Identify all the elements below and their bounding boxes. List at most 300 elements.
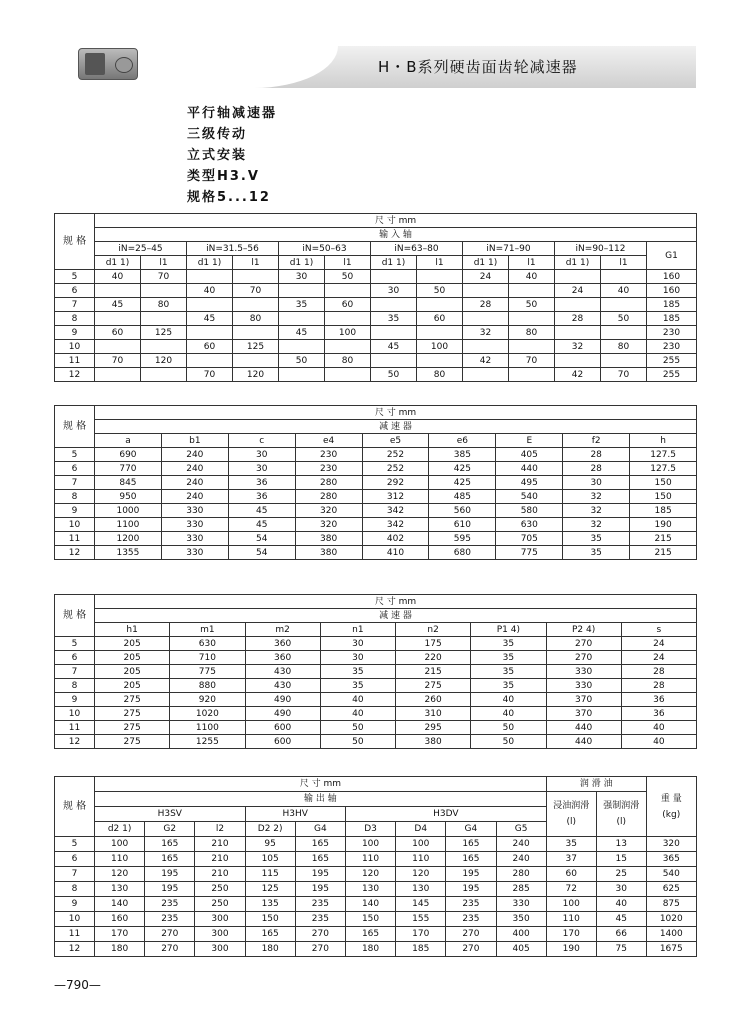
size-cell: 5 [55, 448, 95, 462]
table-cell: 330 [546, 679, 621, 693]
table-row [55, 270, 697, 284]
table-cell: 35 [563, 532, 630, 546]
table-cell: 320 [295, 504, 362, 518]
table-row [55, 735, 697, 749]
table-cell: 270 [145, 942, 195, 957]
size-label: 规 格 [55, 595, 95, 637]
table-cell [371, 270, 417, 284]
table-cell [141, 340, 187, 354]
table-cell: 495 [496, 476, 563, 490]
table-cell: 595 [429, 532, 496, 546]
col-header: d2 1) [95, 822, 145, 837]
col-header: d1 1) [95, 256, 141, 270]
table-cell: 70 [187, 368, 233, 382]
col-header: d1 1) [187, 256, 233, 270]
group-h3sv: H3SV [95, 807, 246, 822]
table-cell: 275 [396, 679, 471, 693]
size-cell: 12 [55, 546, 95, 560]
table-cell: 205 [95, 637, 170, 651]
col-header: d1 1) [279, 256, 325, 270]
table-cell: 330 [161, 504, 228, 518]
table-cell: 170 [95, 927, 145, 942]
size-cell: 11 [55, 927, 95, 942]
table-cell: 54 [228, 546, 295, 560]
table-cell [95, 284, 141, 298]
table-cell: 80 [601, 340, 647, 354]
table-cell: 845 [95, 476, 162, 490]
table-row [55, 462, 697, 476]
table-cell [417, 298, 463, 312]
table-cell: 72 [546, 882, 596, 897]
table-cell [325, 284, 371, 298]
table-cell: 210 [195, 867, 245, 882]
reducer-header: 减 速 器 [95, 420, 697, 434]
size-cell: 9 [55, 504, 95, 518]
table-cell: 710 [170, 651, 245, 665]
table-cell: 380 [295, 546, 362, 560]
table-cell: 60 [546, 867, 596, 882]
table-cell [279, 368, 325, 382]
ratio-header: iN=31.5–56 [187, 242, 279, 256]
table-cell: 775 [496, 546, 563, 560]
ratio-header: iN=63–80 [371, 242, 463, 256]
table-cell: 185 [396, 942, 446, 957]
table-cell: 115 [245, 867, 295, 882]
table-cell: 1400 [646, 927, 696, 942]
table-cell: 1100 [170, 721, 245, 735]
size-label: 规 格 [55, 406, 95, 448]
table-cell [325, 340, 371, 354]
table-cell [509, 368, 555, 382]
table-cell: 385 [429, 448, 496, 462]
input-shaft-header: 输 入 轴 [95, 228, 697, 242]
table-cell: 24 [621, 637, 696, 651]
table-cell: 410 [362, 546, 429, 560]
table-row [55, 448, 697, 462]
size-cell: 10 [55, 707, 95, 721]
table-cell: 40 [601, 284, 647, 298]
table-cell: 215 [630, 532, 697, 546]
table-cell: 32 [563, 518, 630, 532]
table-cell: 40 [471, 693, 546, 707]
table-cell: 36 [228, 490, 295, 504]
table-cell: 440 [546, 721, 621, 735]
table-cell: 13 [596, 837, 646, 852]
table-row [55, 837, 697, 852]
table-cell: 28 [463, 298, 509, 312]
table-cell [233, 298, 279, 312]
table-cell: 100 [396, 837, 446, 852]
table-cell: 1675 [646, 942, 696, 957]
table-cell [463, 368, 509, 382]
table-cell: 150 [630, 476, 697, 490]
table-cell: 28 [555, 312, 601, 326]
table-row [55, 340, 697, 354]
table-cell: 28 [621, 665, 696, 679]
table-cell: 330 [546, 665, 621, 679]
table-cell [187, 326, 233, 340]
dim-header: 尺 寸 mm [95, 595, 697, 609]
table-cell [463, 284, 509, 298]
table-cell: 312 [362, 490, 429, 504]
table-cell: 35 [320, 679, 395, 693]
size-label: 规 格 [55, 777, 95, 837]
col-header: n1 [320, 623, 395, 637]
table-cell: 280 [295, 490, 362, 504]
table-cell [141, 284, 187, 298]
col-header: e4 [295, 434, 362, 448]
table-cell: 280 [295, 476, 362, 490]
table-cell: 210 [195, 852, 245, 867]
table-cell: 35 [320, 665, 395, 679]
table-cell: 40 [320, 693, 395, 707]
table-cell: 30 [228, 448, 295, 462]
page-title: H・B系列硬齿面齿轮减速器 [378, 58, 578, 76]
col-header: a [95, 434, 162, 448]
col-header: l1 [417, 256, 463, 270]
size-cell: 11 [55, 721, 95, 735]
table-cell: 165 [446, 852, 496, 867]
table-cell: 150 [345, 912, 395, 927]
table-cell: 15 [596, 852, 646, 867]
meta-line: 立式安装 [187, 148, 248, 163]
table-row [55, 298, 697, 312]
table-cell: 320 [295, 518, 362, 532]
table-cell: 330 [161, 518, 228, 532]
table-cell: 330 [161, 546, 228, 560]
table-cell: 40 [621, 735, 696, 749]
table-cell: 180 [345, 942, 395, 957]
table-cell: 32 [563, 504, 630, 518]
table-cell: 425 [429, 462, 496, 476]
table-cell: 80 [509, 326, 555, 340]
table-cell: 270 [145, 927, 195, 942]
table-cell: 110 [546, 912, 596, 927]
dim-header: 尺 寸 mm [95, 406, 697, 420]
table-cell: 35 [471, 665, 546, 679]
col-header: P2 4) [546, 623, 621, 637]
table-cell: 270 [446, 942, 496, 957]
table-cell: 70 [601, 368, 647, 382]
table-cell: 292 [362, 476, 429, 490]
table-row [55, 897, 697, 912]
table-cell: 35 [563, 546, 630, 560]
table-cell: 230 [647, 326, 697, 340]
table-cell: 252 [362, 448, 429, 462]
table-cell: 110 [345, 852, 395, 867]
table-cell: 185 [647, 298, 697, 312]
table-cell: 80 [233, 312, 279, 326]
table-cell [555, 354, 601, 368]
table-cell [233, 270, 279, 284]
table-cell: 165 [345, 927, 395, 942]
size-cell: 9 [55, 897, 95, 912]
table-cell [279, 284, 325, 298]
table-cell: 300 [195, 912, 245, 927]
table-cell: 66 [596, 927, 646, 942]
table-cell: 50 [601, 312, 647, 326]
table-cell: 100 [546, 897, 596, 912]
size-cell: 5 [55, 270, 95, 284]
table-cell: 180 [245, 942, 295, 957]
size-cell: 6 [55, 651, 95, 665]
table-row [55, 852, 697, 867]
table-cell: 240 [496, 852, 546, 867]
table-cell: 70 [509, 354, 555, 368]
group-h3hv: H3HV [245, 807, 345, 822]
size-label: 规 格 [55, 214, 95, 270]
table-cell: 295 [396, 721, 471, 735]
table-cell: 60 [95, 326, 141, 340]
table-cell: 40 [320, 707, 395, 721]
table-cell: 130 [345, 882, 395, 897]
table-row [55, 326, 697, 340]
reducer-dimension-table-1 [54, 405, 697, 560]
table-cell: 35 [546, 837, 596, 852]
table-row [55, 651, 697, 665]
table-cell: 485 [429, 490, 496, 504]
table-cell [463, 340, 509, 354]
table-cell: 127.5 [630, 448, 697, 462]
table-cell [95, 368, 141, 382]
size-cell: 12 [55, 735, 95, 749]
table-row [55, 927, 697, 942]
table-cell: 45 [95, 298, 141, 312]
table-cell: 180 [95, 942, 145, 957]
size-cell: 7 [55, 665, 95, 679]
dip-lube-header: 浸油润滑 (l) [546, 792, 596, 837]
table-cell: 50 [509, 298, 555, 312]
table-cell [371, 326, 417, 340]
col-header: l1 [141, 256, 187, 270]
table-cell: 32 [563, 490, 630, 504]
input-shaft-table [54, 213, 697, 382]
col-header: G4 [295, 822, 345, 837]
table-cell [417, 326, 463, 340]
table-cell: 600 [245, 721, 320, 735]
table-cell: 370 [546, 693, 621, 707]
size-cell: 11 [55, 532, 95, 546]
table-cell: 770 [95, 462, 162, 476]
col-header: D3 [345, 822, 395, 837]
table-cell: 175 [396, 637, 471, 651]
table-cell [417, 354, 463, 368]
table-cell: 380 [295, 532, 362, 546]
table-cell: 40 [95, 270, 141, 284]
table-cell: 60 [325, 298, 371, 312]
size-cell: 6 [55, 462, 95, 476]
table-cell: 250 [195, 882, 245, 897]
table-cell: 300 [195, 942, 245, 957]
table-cell: 36 [621, 693, 696, 707]
table-cell: 54 [228, 532, 295, 546]
table-cell: 220 [396, 651, 471, 665]
table-cell: 120 [95, 867, 145, 882]
table-cell: 230 [295, 448, 362, 462]
table-cell: 32 [463, 326, 509, 340]
table-cell: 330 [161, 532, 228, 546]
col-header: G2 [145, 822, 195, 837]
table-cell: 370 [546, 707, 621, 721]
table-row [55, 518, 697, 532]
table-cell: 100 [345, 837, 395, 852]
table-cell: 240 [161, 490, 228, 504]
table-cell: 165 [145, 837, 195, 852]
table-cell: 342 [362, 504, 429, 518]
table-cell: 100 [95, 837, 145, 852]
table-cell: 50 [279, 354, 325, 368]
table-cell: 235 [145, 912, 195, 927]
table-cell: 205 [95, 665, 170, 679]
table-cell: 165 [295, 852, 345, 867]
col-header: G5 [496, 822, 546, 837]
table-row [55, 312, 697, 326]
table-cell: 60 [417, 312, 463, 326]
table-cell: 45 [279, 326, 325, 340]
table-cell: 32 [555, 340, 601, 354]
table-cell: 30 [596, 882, 646, 897]
table-cell: 195 [295, 882, 345, 897]
table-cell: 320 [646, 837, 696, 852]
size-cell: 10 [55, 518, 95, 532]
table-cell: 140 [95, 897, 145, 912]
table-cell: 400 [496, 927, 546, 942]
table-row [55, 693, 697, 707]
col-header: f2 [563, 434, 630, 448]
table-cell: 30 [228, 462, 295, 476]
table-cell: 430 [245, 665, 320, 679]
table-cell: 300 [195, 927, 245, 942]
col-header: b1 [161, 434, 228, 448]
size-cell: 12 [55, 942, 95, 957]
table-cell: 60 [187, 340, 233, 354]
size-cell: 9 [55, 693, 95, 707]
table-cell: 190 [630, 518, 697, 532]
table-cell [555, 270, 601, 284]
size-cell: 12 [55, 368, 95, 382]
size-cell: 8 [55, 490, 95, 504]
table-row [55, 476, 697, 490]
table-cell [601, 354, 647, 368]
table-cell: 45 [228, 518, 295, 532]
table-cell: 380 [396, 735, 471, 749]
output-shaft-header: 输 出 轴 [95, 792, 547, 807]
size-cell: 7 [55, 476, 95, 490]
table-cell: 275 [95, 707, 170, 721]
table-cell: 170 [546, 927, 596, 942]
table-cell: 50 [320, 721, 395, 735]
table-cell: 250 [195, 897, 245, 912]
table-cell: 120 [141, 354, 187, 368]
gearbox-image-icon [78, 48, 138, 80]
table-cell: 280 [496, 867, 546, 882]
col-header: m2 [245, 623, 320, 637]
table-cell: 1000 [95, 504, 162, 518]
table-cell: 920 [170, 693, 245, 707]
ratio-header: iN=50–63 [279, 242, 371, 256]
table-cell: 330 [496, 897, 546, 912]
table-cell: 24 [463, 270, 509, 284]
table-cell: 45 [187, 312, 233, 326]
table-cell: 30 [320, 637, 395, 651]
table-row [55, 942, 697, 957]
table-cell: 25 [596, 867, 646, 882]
table-cell: 1100 [95, 518, 162, 532]
table-cell: 875 [646, 897, 696, 912]
table-cell: 205 [95, 679, 170, 693]
table-row [55, 368, 697, 382]
table-cell [463, 312, 509, 326]
table-cell [95, 340, 141, 354]
g1-header: G1 [647, 242, 697, 270]
col-header: P1 4) [471, 623, 546, 637]
size-cell: 5 [55, 837, 95, 852]
col-header: h [630, 434, 697, 448]
table-cell: 1355 [95, 546, 162, 560]
table-cell: 40 [621, 721, 696, 735]
table-cell: 140 [345, 897, 395, 912]
table-cell: 1020 [646, 912, 696, 927]
table-cell: 130 [396, 882, 446, 897]
table-cell: 490 [245, 707, 320, 721]
forced-lube-header: 强制润滑 (l) [596, 792, 646, 837]
table-cell: 110 [396, 852, 446, 867]
table-row [55, 665, 697, 679]
table-cell: 35 [371, 312, 417, 326]
table-cell: 70 [141, 270, 187, 284]
table-cell: 235 [446, 912, 496, 927]
table-cell: 95 [245, 837, 295, 852]
table-cell: 310 [396, 707, 471, 721]
table-cell: 185 [630, 504, 697, 518]
table-cell: 70 [95, 354, 141, 368]
table-cell: 150 [630, 490, 697, 504]
table-cell: 30 [371, 284, 417, 298]
table-cell [233, 354, 279, 368]
table-cell: 235 [145, 897, 195, 912]
table-row [55, 867, 697, 882]
table-cell: 600 [245, 735, 320, 749]
table-cell: 30 [563, 476, 630, 490]
table-cell: 45 [371, 340, 417, 354]
table-cell: 270 [446, 927, 496, 942]
ratio-header: iN=25–45 [95, 242, 187, 256]
table-cell [555, 298, 601, 312]
table-cell: 1255 [170, 735, 245, 749]
table-cell [95, 312, 141, 326]
table-cell [187, 298, 233, 312]
table-cell: 120 [233, 368, 279, 382]
table-cell: 360 [245, 637, 320, 651]
table-cell: 36 [621, 707, 696, 721]
meta-line: 类型H3.V [187, 169, 260, 184]
table-cell: 190 [546, 942, 596, 957]
table-cell: 540 [646, 867, 696, 882]
table-cell: 490 [245, 693, 320, 707]
table-cell: 105 [245, 852, 295, 867]
table-cell [279, 312, 325, 326]
table-cell: 260 [396, 693, 471, 707]
reducer-header: 减 速 器 [95, 609, 697, 623]
page-header [78, 46, 696, 88]
table-cell [601, 326, 647, 340]
table-cell: 235 [446, 897, 496, 912]
table-cell: 165 [245, 927, 295, 942]
table-cell [371, 354, 417, 368]
table-cell: 100 [325, 326, 371, 340]
table-cell: 230 [295, 462, 362, 476]
table-cell: 275 [95, 721, 170, 735]
